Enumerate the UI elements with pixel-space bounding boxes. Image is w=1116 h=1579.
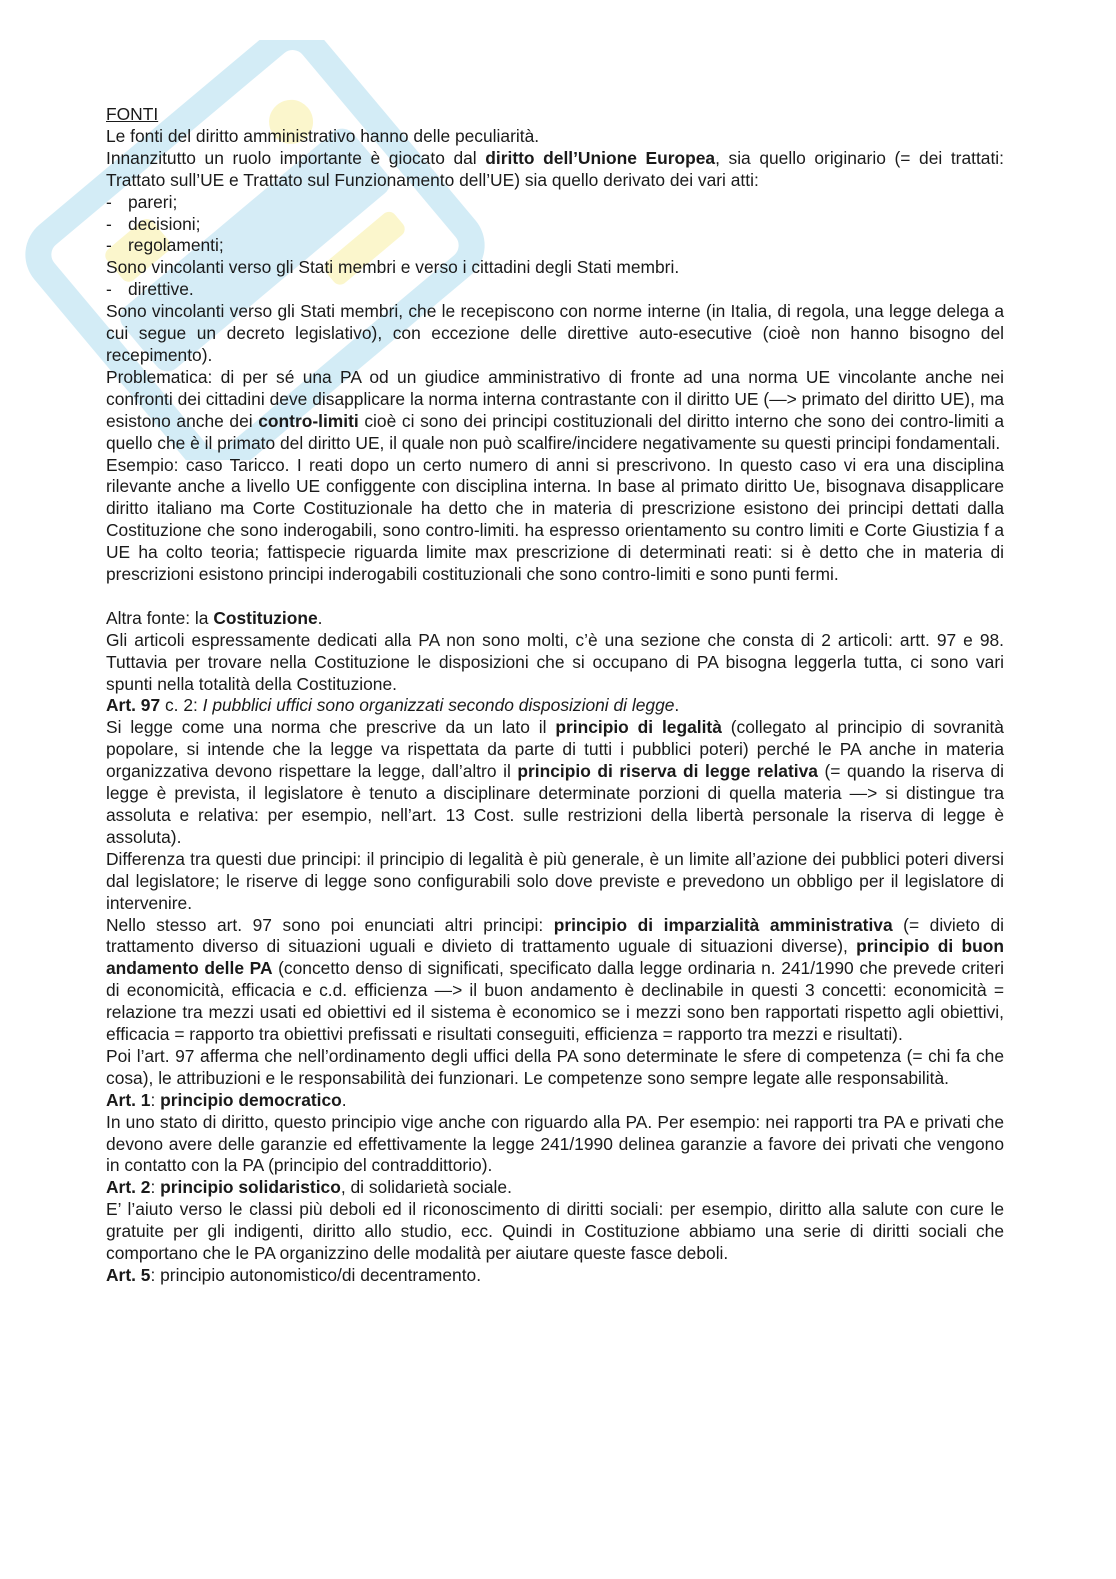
paragraph: [106, 608, 1004, 630]
text-run: Poi l’art. 97 afferma che nell’ordinamento degli uffici della PA sono determinate le sfere di competenza (= chi fa che cosa), le attribuzioni e le responsabilità dei funzionari. Le competenze sono sempre legate alle responsabilità.: [106, 1045, 1004, 1088]
text-run: .: [674, 695, 680, 716]
text-run: Innanzitutto un ruolo importante è giocato dal: [106, 147, 486, 168]
paragraph: [106, 1112, 1004, 1178]
bold-text: principio democratico: [160, 1089, 342, 1110]
text-run: In uno stato di diritto, questo principio vige anche con riguardo alla PA. Per esempio: nei rapporti tra PA e privati che devono avere delle garanzie ed effettivamente la legge 241/1990 delinea garanzie a favore dei privati che vengono in contatto con la PA (principio del contraddittorio).: [106, 1111, 1004, 1176]
document-page: [106, 104, 1004, 1287]
paragraph: [106, 630, 1004, 696]
paragraph: [106, 1265, 1004, 1287]
italic-text: I pubblici uffici sono organizzati secondo disposizioni di legge: [202, 695, 675, 716]
text-run: (concetto denso di significati, specificato dalla legge ordinaria n. 241/1990 che prevede criteri di economicità, efficacia e c.d. efficienza —> il buon andamento è declinabile in questi 3 concetti: economicità = relazione tra mezzi usati ed obiettivi ed il sistema è economico se i mezzi sono ben rapportati rispetto agli obiettivi, efficacia = rapporto tra obiettivi prefissati e risultati conseguiti, efficienza = rapporto tra mezzi e risultati).: [106, 958, 1004, 1045]
paragraph: [106, 1177, 1004, 1199]
text-run: (= quando la riserva di legge è prevista, il legislatore è tenuto a disciplinare determinate porzioni di quella materia —> si distingue tra assoluta e relativa: per esempio, nell’art. 13 Cost. sulle restrizioni della libertà personale la riserva di legge è assoluta).: [106, 761, 1004, 847]
text-run: Esempio: caso Taricco. I reati dopo un certo numero di anni si prescrivono. In questo caso vi era una disciplina rilevante anche a livello UE configgente con disciplina interna. In base al primato diritto Ue, bisognava disapplicare diritto italiano ma Corte Costituzionale ha detto che in materia di prescrizione esistono dei principi dettati dalla Costituzione che sono inderogabili, sono contro-limiti. ha espresso orientamento su contro limiti e Corte Giustizia f a UE ha colto teoria; fattispecie riguarda limite max prescrizione di determinati reati: si è detto che in materia di prescrizioni esistono principi inderogabili costituzionali che sono contro-limiti e sono punti fermi.: [106, 454, 1004, 585]
list-item: - decisioni;: [106, 214, 1004, 236]
text-run: cioè ci sono dei principi costituzionali del diritto interno che sono dei contro-limiti a quello che è il primato del diritto UE, il quale non può scalfire/incidere negativamente su questi principi fondamentali.: [106, 410, 1004, 453]
bold-text: principio di legalità: [555, 717, 722, 738]
text-run: : principio autonomistico/di decentramento.: [150, 1265, 482, 1286]
paragraph: [106, 257, 1004, 279]
text-run: Nello stesso art. 97 sono poi enunciati altri principi:: [106, 914, 554, 935]
dash-list: [106, 279, 1004, 301]
text-run: c. 2:: [160, 695, 203, 716]
list-item: - regolamenti;: [106, 235, 1004, 257]
bold-text: principio di imparzialità amministrativa: [553, 914, 893, 935]
text-run: :: [150, 1177, 161, 1198]
bold-text: principio di riserva di legge relativa: [517, 761, 818, 782]
paragraph: [106, 717, 1004, 848]
text-run: :: [150, 1089, 161, 1110]
bold-text: contro-limiti: [258, 410, 359, 431]
text-run: (collegato al principio di sovranità popolare, si intende che la legge va rispettata da parte di tutti i pubblici poteri) perché le PA anche in materia organizzativa devono rispettare la legge, dall’altro il: [106, 717, 1004, 782]
paragraph: [106, 695, 1004, 717]
paragraph: [106, 148, 1004, 192]
text-run: Sono vincolanti verso gli Stati membri e verso i cittadini degli Stati membri.: [106, 257, 680, 278]
list-item: - direttive.: [106, 279, 1004, 301]
paragraph: [106, 915, 1004, 1046]
page-title: FONTI: [106, 104, 159, 124]
text-run: (= divieto di trattamento diverso di situazioni uguali e divieto di trattamento uguale di situazioni diverse),: [106, 914, 1005, 957]
bold-text: principio solidaristico: [160, 1177, 341, 1198]
dash-list: [106, 192, 1004, 258]
bold-text: Art. 2: [106, 1177, 151, 1198]
bold-text: diritto dell’Unione Europea: [485, 147, 716, 168]
paragraph: [106, 126, 1004, 148]
bold-text: Art. 97: [106, 695, 161, 716]
paragraph: [106, 1199, 1004, 1265]
text-run: .: [341, 1089, 347, 1110]
paragraph: [106, 455, 1004, 586]
paragraph: [106, 301, 1004, 367]
document-body: [106, 126, 1004, 1287]
list-item: - pareri;: [106, 192, 1004, 214]
paragraph: [106, 1090, 1004, 1112]
text-run: Si legge come una norma che prescrive da un lato il: [106, 717, 556, 738]
text-run: Le fonti del diritto amministrativo hanno delle peculiarità.: [106, 125, 540, 146]
paragraph: [106, 849, 1004, 915]
text-run: Gli articoli espressamente dedicati alla PA non sono molti, c’è una sezione che consta di 2 articoli: artt. 97 e 98. Tuttavia per trovare nella Costituzione le disposizioni che si occupano di PA bisogna leggerla tutta, ci sono vari spunti nella totalità della Costituzione.: [106, 629, 1004, 694]
text-run: Differenza tra questi due principi: il principio di legalità è più generale, è un limite all’azione dei pubblici poteri diversi dal legislatore; le riserve di legge sono configurabili solo dove previste e prevedono un obbligo per il legislatore di intervenire.: [106, 848, 1004, 913]
paragraph-spacer: [106, 586, 1004, 608]
text-run: E’ l’aiuto verso le classi più deboli ed il riconoscimento di diritti sociali: per esempio, diritto alla salute con cure le gratuite per gli indigenti, diritto allo studio, ecc. Quindi in Costituzione abbiamo una serie di diritti sociali che comportano che le PA organizzino delle modalità per aiutare queste fasce deboli.: [106, 1199, 1004, 1264]
text-run: Altra fonte: la: [106, 607, 214, 628]
text-run: , di solidarietà sociale.: [340, 1177, 512, 1198]
bold-text: principio di buon andamento delle PA: [106, 936, 1004, 979]
paragraph: [106, 367, 1004, 455]
text-run: Sono vincolanti verso gli Stati membri, che le recepiscono con norme interne (in Italia, di regola, una legge delega a cui segue un decreto legislativo), con eccezione delle direttive auto-esecutive (cioè non hanno bisogno del recepimento).: [106, 301, 1004, 365]
bold-text: Costituzione: [213, 607, 318, 628]
text-run: Problematica: di per sé una PA od un giudice amministrativo di fronte ad una norma UE vincolante anche nei confronti dei cittadini deve disapplicare la norma interna contrastante con il diritto UE (—> primato del diritto UE), ma esistono anche dei: [106, 366, 1004, 431]
paragraph: [106, 1046, 1004, 1090]
bold-text: Art. 1: [106, 1089, 151, 1110]
text-run: , sia quello originario (= dei trattati: Trattato sull’UE e Trattato sul Funzionamento dell’UE) sia quello derivato dei vari atti:: [106, 147, 1005, 190]
text-run: .: [317, 607, 323, 628]
bold-text: Art. 5: [106, 1265, 151, 1286]
